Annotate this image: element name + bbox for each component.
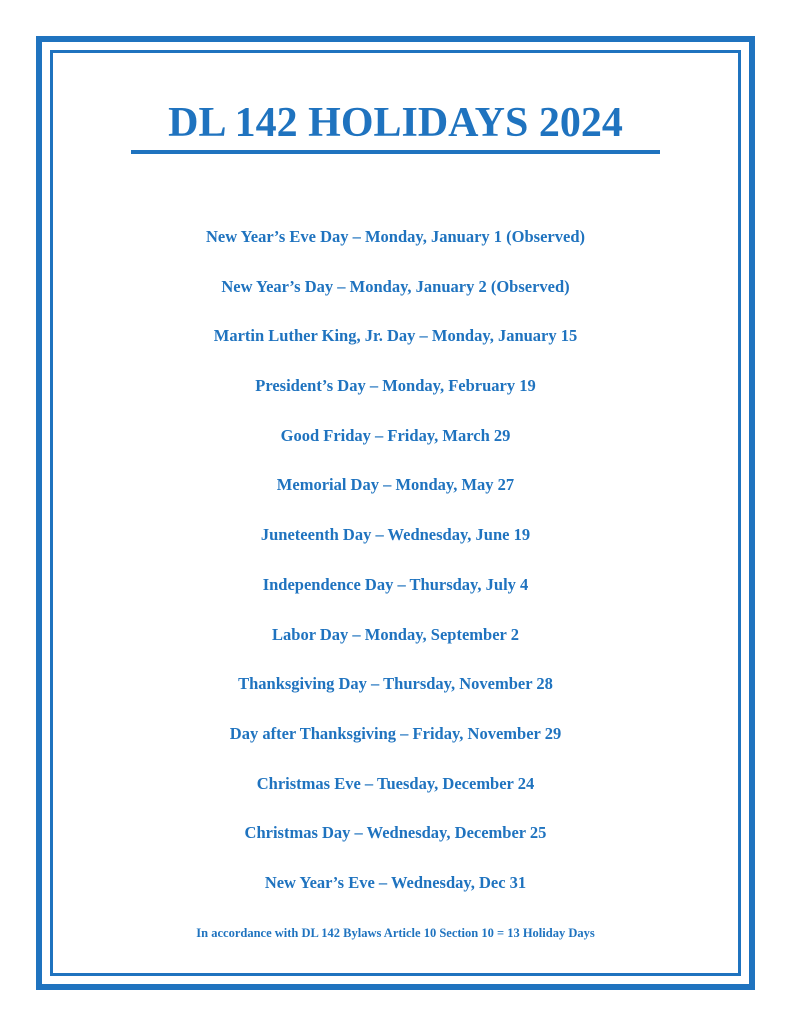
holiday-item-labor-day: Labor Day – Monday, September 2 [272, 624, 519, 644]
holiday-item-mlk-day: Martin Luther King, Jr. Day – Monday, January 15 [213, 326, 578, 346]
holiday-item-christmas-day: Christmas Day – Wednesday, December 25 [244, 823, 547, 843]
page-title: DL 142 HOLIDAYS 2024 [168, 100, 623, 146]
title-underline [131, 150, 660, 154]
holiday-item-christmas-eve: Christmas Eve – Tuesday, December 24 [256, 773, 535, 793]
bylaws-footnote: In accordance with DL 142 Bylaws Article 10 Section 10 = 13 Holiday Days [196, 926, 595, 940]
holiday-item-presidents-day: President’s Day – Monday, February 19 [255, 376, 536, 396]
holiday-list [0, 224, 791, 920]
holiday-item-new-years-day: New Year’s Day – Monday, January 2 (Observed) [221, 276, 570, 296]
holiday-item-new-years-eve: New Year’s Eve – Wednesday, Dec 31 [264, 872, 527, 892]
holiday-item-independence-day: Independence Day – Thursday, July 4 [262, 574, 529, 594]
holiday-item-thanksgiving: Thanksgiving Day – Thursday, November 28 [238, 674, 553, 694]
holiday-item-good-friday: Good Friday – Friday, March 29 [280, 425, 511, 445]
holiday-item-juneteenth: Juneteenth Day – Wednesday, June 19 [260, 525, 531, 545]
holiday-item-new-years-eve-day: New Year’s Eve Day – Monday, January 1 (Observed) [205, 227, 585, 246]
holiday-item-memorial-day: Memorial Day – Monday, May 27 [276, 475, 515, 495]
holiday-item-day-after-thanksgiving: Day after Thanksgiving – Friday, November 29 [229, 723, 562, 743]
